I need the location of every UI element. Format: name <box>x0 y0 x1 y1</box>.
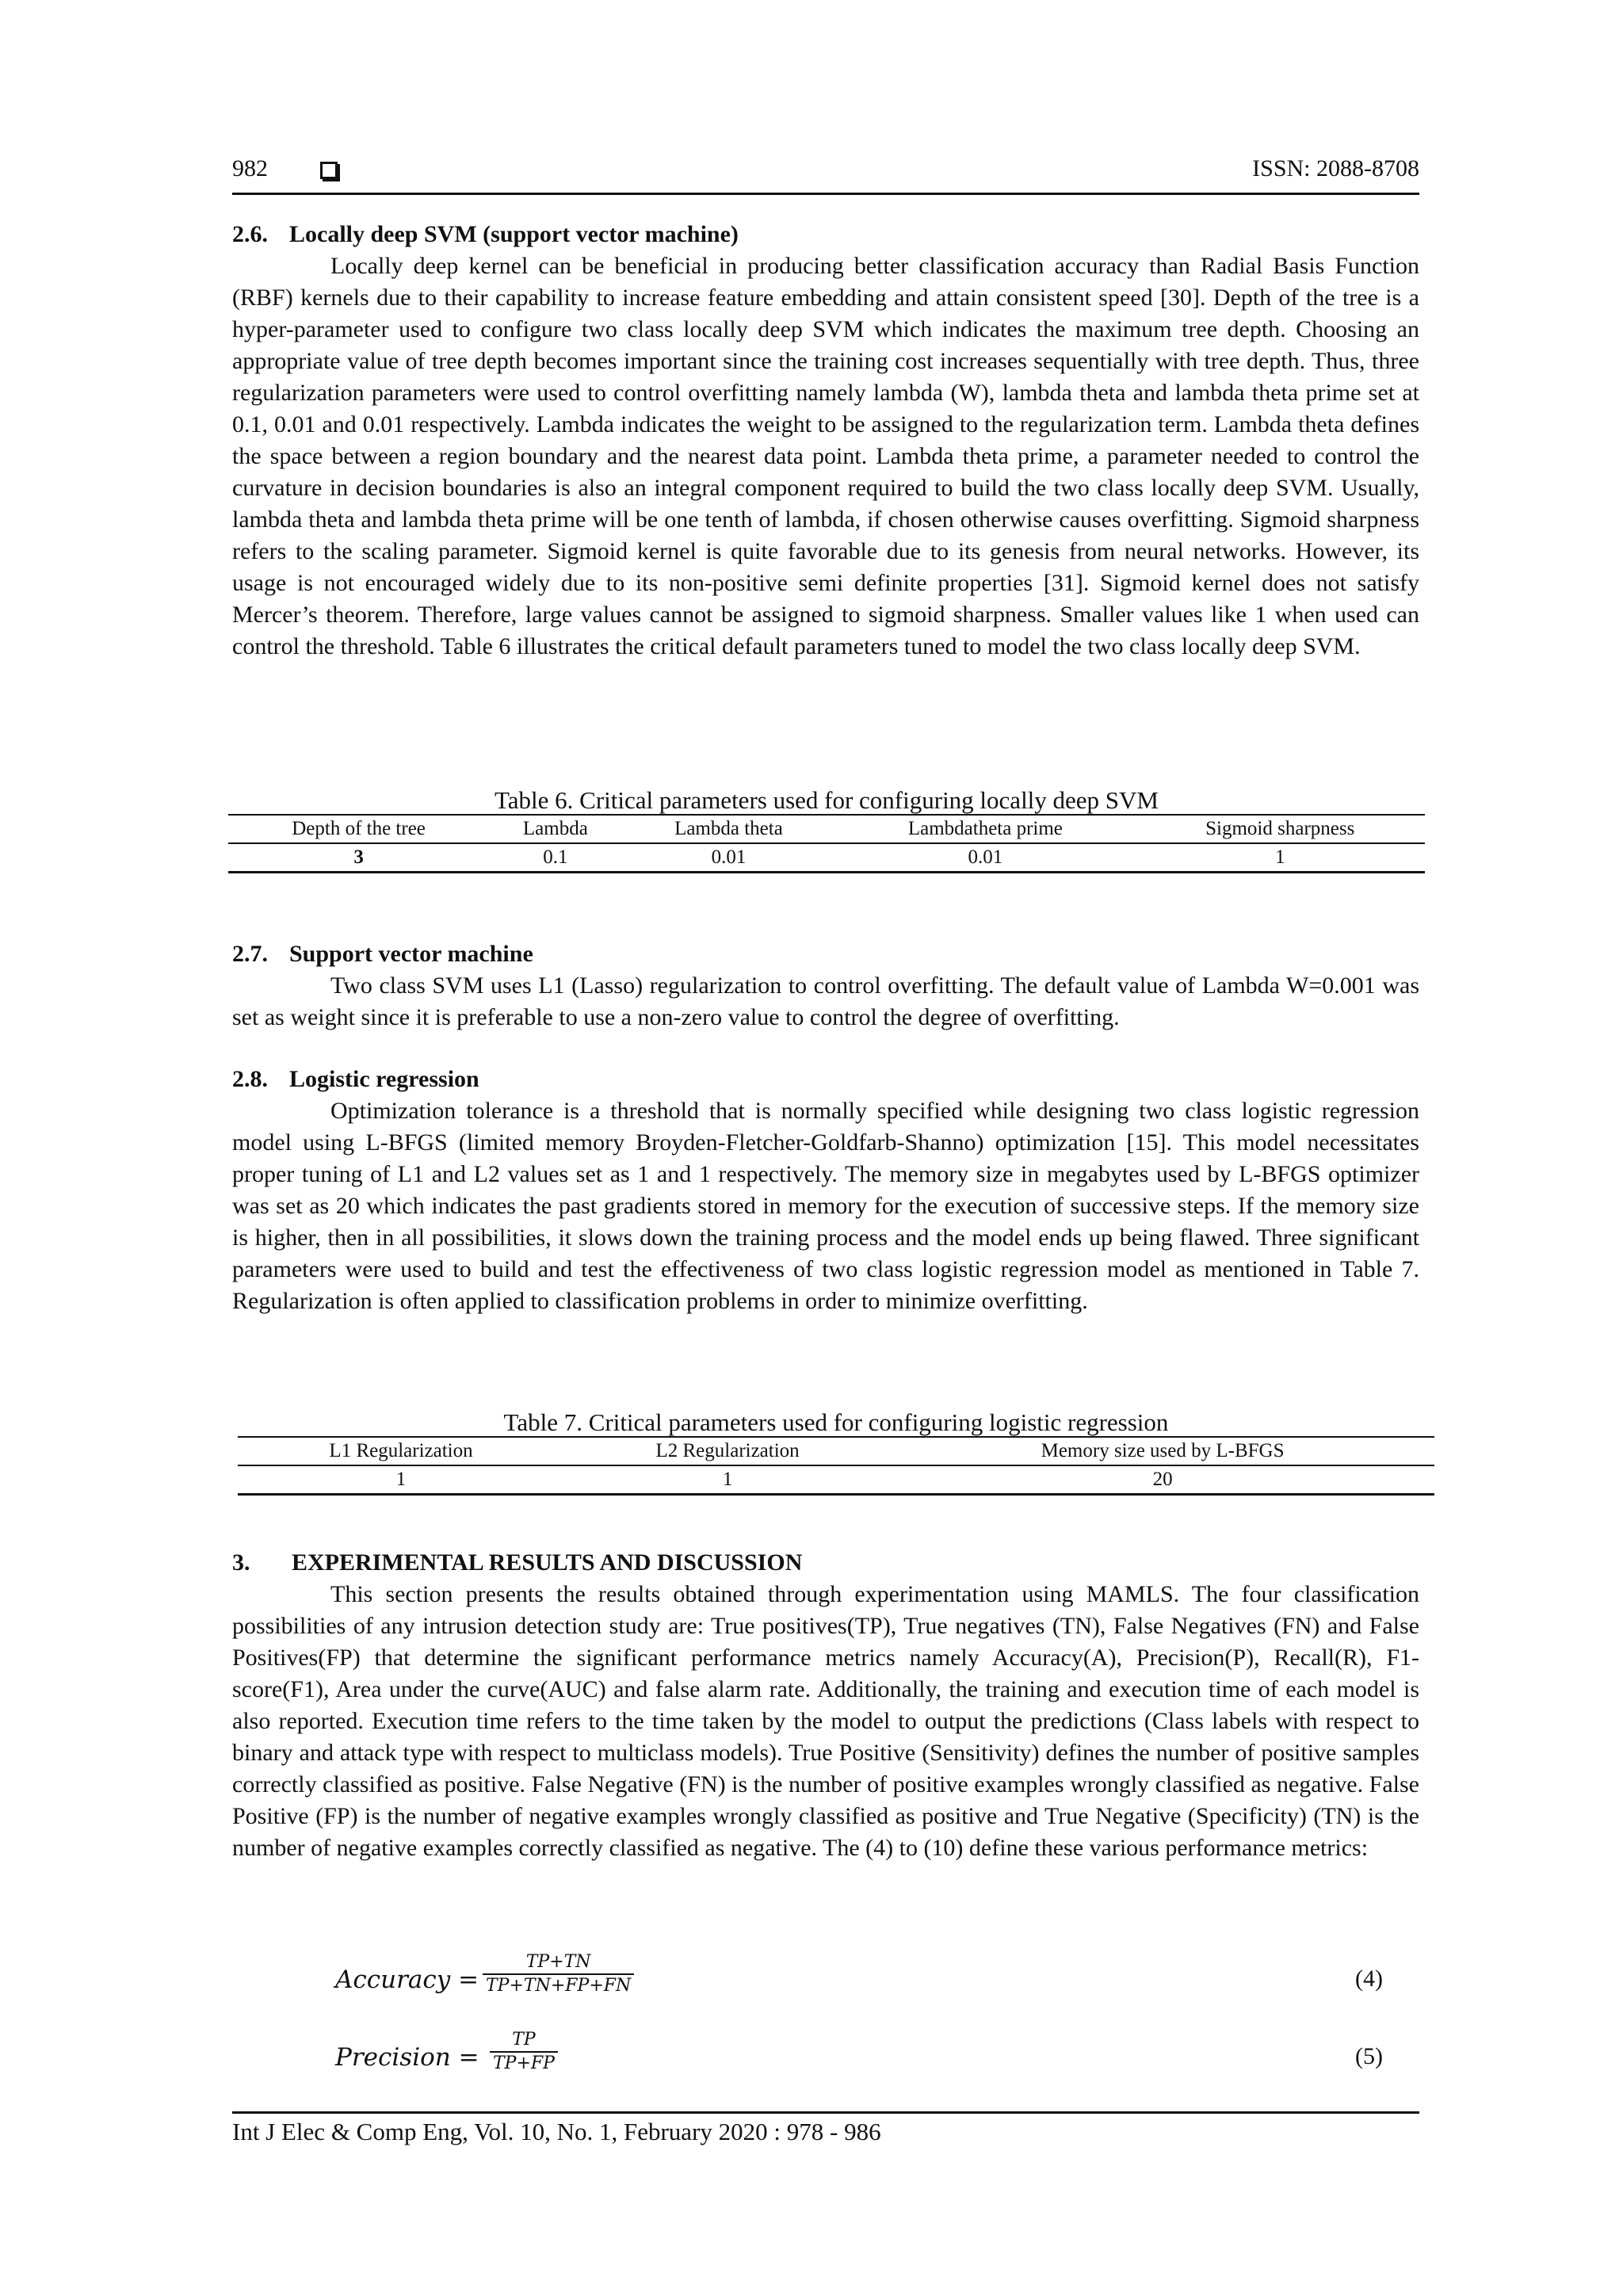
table-7 <box>238 1436 1434 1496</box>
table-header-cell: Lambdatheta prime <box>835 815 1135 843</box>
table-header-cell: Memory size used by L-BFGS <box>891 1437 1434 1465</box>
section-paragraph: Two class SVM uses L1 (Lasso) regularization to control overfitting. The default value of Lambda W=0.001 was set as weight since it is preferable to use a non-zero value to control the degree of overfitting. <box>232 972 1419 1030</box>
equation-fraction <box>483 1951 634 1997</box>
section-heading <box>232 219 1419 250</box>
section-number: 2.6. <box>232 221 268 247</box>
table-cell: 1 <box>238 1465 564 1495</box>
section-heading <box>232 938 1419 970</box>
table-6 <box>228 814 1425 873</box>
fraction-numerator: TP <box>512 2030 536 2050</box>
section-paragraph: Locally deep kernel can be beneficial in producing better classification accuracy than Radial Basis Function (RBF) kernels due to their capability to increase feature embedding and attain consistent speed [30]. Depth of the tree is a hyper-parameter used to configure two class locally deep SVM which indicates the maximum tree depth. Choosing an appropriate value of tree depth becomes important since the training cost increases sequentially with tree depth. Thus, three regularization parameters were used to control overfitting namely lambda (W), lambda theta and lambda theta prime set at 0.1, 0.01 and 0.01 respectively. Lambda indicates the weight to be assigned to the regularization term. Lambda theta defines the space between a region boundary and the nearest data point. Lambda theta prime, a parameter needed to control the curvature in decision boundaries is also an integral component required to build the two class locally deep SVM. Usually, lambda theta and lambda theta prime will be one tenth of lambda, if chosen otherwise causes overfitting. Sigmoid sharpness refers to the scaling parameter. Sigmoid kernel is quite favorable due to its genesis from neural networks. However, its usage is not encouraged widely due to its non-positive semi definite properties [31]. Sigmoid kernel does not satisfy Mercer’s theorem. Therefore, large values cannot be assigned to sigmoid sharpness. Smaller values like 1 when used can control the threshold. Table 6 illustrates the critical default parameters tuned to model the two class locally deep SVM. <box>232 253 1419 659</box>
table-header-row <box>238 1437 1434 1465</box>
equation-number: (4) <box>1355 1966 1383 1992</box>
equation-precision <box>335 2029 1383 2092</box>
table-row <box>228 843 1425 873</box>
table-caption: Table 7. Critical parameters used for configuring logistic regression <box>503 1408 1169 1436</box>
section-title: Support vector machine <box>289 941 533 967</box>
table-cell: 1 <box>1136 843 1426 873</box>
section-title: Locally deep SVM (support vector machine) <box>289 221 739 247</box>
checkbox-square-icon <box>320 162 338 179</box>
section-3 <box>232 1547 1419 1864</box>
equation-fraction <box>490 2029 558 2075</box>
table-header-cell: L1 Regularization <box>238 1437 564 1465</box>
table-cell: 1 <box>564 1465 891 1495</box>
equation-accuracy <box>335 1951 1383 2015</box>
table-cell: 0.1 <box>489 843 622 873</box>
section-2-8 <box>232 1064 1419 1317</box>
section-2-7 <box>232 938 1419 1033</box>
table-header-row <box>228 815 1425 843</box>
fraction-denominator: TP+TN+FP+FN <box>486 1976 632 1996</box>
page-footer: Int J Elec & Comp Eng, Vol. 10, No. 1, February 2020 : 978 - 986 <box>232 2118 881 2145</box>
section-heading <box>232 1547 1419 1579</box>
table-cell: 20 <box>891 1465 1434 1495</box>
section-number: 2.7. <box>232 941 268 967</box>
table-row <box>238 1465 1434 1495</box>
section-2-6 <box>232 219 1419 663</box>
table-cell: 3 <box>228 843 489 873</box>
fraction-denominator: TP+FP <box>493 2053 555 2073</box>
fraction-numerator: TP+TN <box>525 1952 591 1972</box>
table-6-block <box>228 787 1425 873</box>
equation-lhs: Precision = <box>335 2043 479 2072</box>
table-caption: Table 6. Critical parameters used for configuring locally deep SVM <box>494 786 1159 814</box>
table-cell: 0.01 <box>835 843 1135 873</box>
section-title: EXPERIMENTAL RESULTS AND DISCUSSION <box>292 1549 803 1576</box>
table-header-cell: Lambda theta <box>622 815 836 843</box>
section-heading <box>232 1064 1419 1095</box>
footer-rule <box>232 2111 1419 2114</box>
table-header-cell: L2 Regularization <box>564 1437 891 1465</box>
table-header-cell: Depth of the tree <box>228 815 489 843</box>
section-title: Logistic regression <box>289 1066 479 1092</box>
equation-lhs: Accuracy = <box>335 1966 479 1994</box>
page-number: 982 <box>232 155 268 181</box>
section-number: 3. <box>232 1549 250 1576</box>
equation-number: (5) <box>1355 2043 1383 2069</box>
page-header <box>232 155 1419 190</box>
section-paragraph: This section presents the results obtained through experimentation using MAMLS. The four classification possibilities of any intrusion detection study are: True positives(TP), True negatives (TN), False Negatives (FN) and False Positives(FP) that determine the significant performance metrics namely Accuracy(A), Precision(P), Recall(R), F1-score(F1), Area under the curve(AUC) and false alarm rate. Additionally, the training and execution time of each model is also reported. Execution time refers to the time taken by the model to output the predictions (Class labels with respect to binary and attack type with respect to multiclass models). True Positive (Sensitivity) defines the number of positive samples correctly classified as positive. False Negative (FN) is the number of positive examples wrongly classified as negative. False Positive (FP) is the number of negative examples wrongly classified as positive and True Negative (Specificity) (TN) is the number of negative examples correctly classified as negative. The (4) to (10) define these various performance metrics: <box>232 1581 1419 1861</box>
section-number: 2.8. <box>232 1066 268 1092</box>
table-header-cell: Lambda <box>489 815 622 843</box>
section-paragraph: Optimization tolerance is a threshold that is normally specified while designing two class logistic regression model using L-BFGS (limited memory Broyden-Fletcher-Goldfarb-Shanno) optimization [15]. This model necessitates proper tuning of L1 and L2 values set as 1 and 1 respectively. The memory size in megabytes used by L-BFGS optimizer was set as 20 which indicates the past gradients stored in memory for the execution of successive steps. If the memory size is higher, then in all possibilities, it slows down the training process and the model ends up being flawed. Three significant parameters were used to build and test the effectiveness of two class logistic regression model as mentioned in Table 7. Regularization is often applied to classification problems in order to minimize overfitting. <box>232 1098 1419 1314</box>
table-cell: 0.01 <box>622 843 836 873</box>
header-rule <box>232 193 1419 195</box>
table-7-block <box>238 1409 1434 1496</box>
table-header-cell: Sigmoid sharpness <box>1136 815 1426 843</box>
issn: ISSN: 2088-8708 <box>1252 155 1419 181</box>
